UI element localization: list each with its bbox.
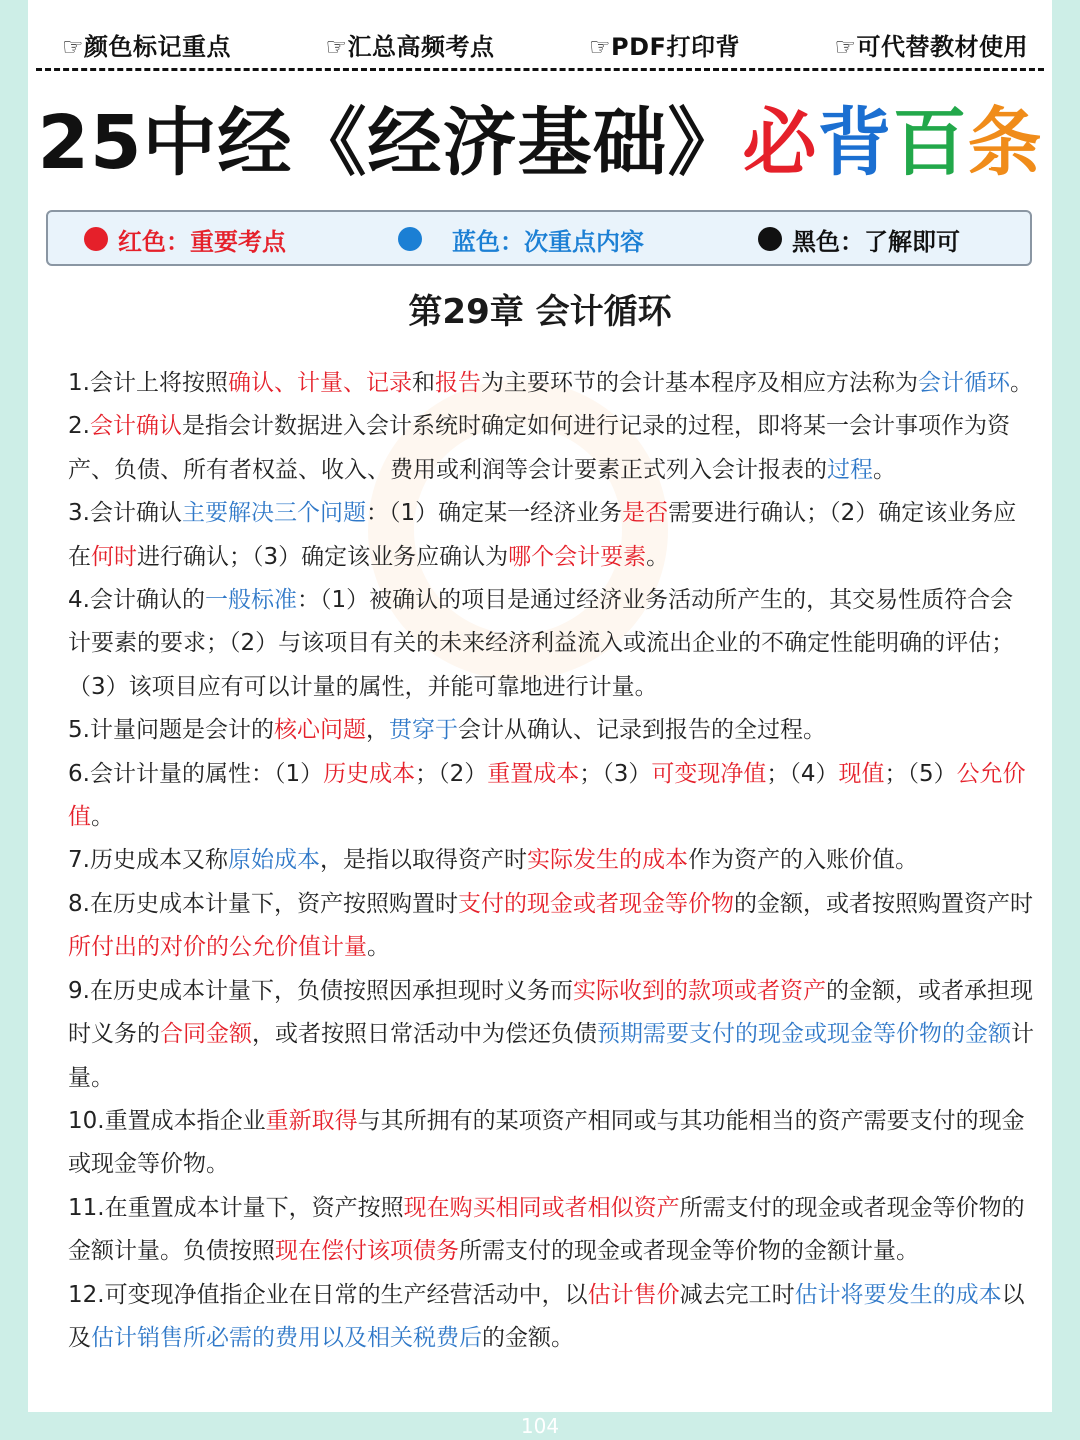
color-legend xyxy=(46,210,1032,266)
list-item xyxy=(68,753,1034,840)
item-text: 8.在历史成本计量下，资产按照购置时 xyxy=(68,890,458,917)
key-point-text: 会计确认 xyxy=(89,413,182,440)
item-text: 3.会计确认 xyxy=(68,500,182,527)
key-point-text: 可变现净值 xyxy=(651,760,767,787)
key-point-text: 确认、计量、记录 xyxy=(227,370,412,396)
key-point-text: 估计售价 xyxy=(587,1281,680,1308)
legend-item-red xyxy=(84,224,286,254)
key-point-text: 是否 xyxy=(622,500,669,527)
list-item xyxy=(68,405,1034,492)
list-item xyxy=(68,883,1034,970)
legend-red-label: 红色：重要考点 xyxy=(118,227,286,256)
key-point-text: 何时 xyxy=(91,543,137,570)
list-item xyxy=(68,1187,1034,1274)
item-text: 。 xyxy=(367,934,390,961)
feature-tags-bar xyxy=(28,22,1052,66)
item-text: 会计从确认、记录到报告的全过程。 xyxy=(457,717,826,744)
feature-tag-high-frequency: ☞汇总高频考点 xyxy=(325,32,495,61)
key-point-text: 现在购买相同或者相似资产 xyxy=(403,1194,680,1221)
list-item xyxy=(68,579,1034,709)
key-point-text: 核心问题 xyxy=(273,717,366,744)
list-item xyxy=(68,492,1034,579)
legend-item-blue xyxy=(398,224,644,254)
item-text: 5.计量问题是会计的 xyxy=(68,717,274,744)
key-point-text: 历史成本 xyxy=(323,760,416,787)
key-point-text: 现在偿付该项债务 xyxy=(275,1238,459,1265)
list-item xyxy=(68,970,1034,1100)
item-text: 。 xyxy=(1009,370,1033,396)
page-title xyxy=(28,88,1052,198)
key-point-text: 重置成本 xyxy=(487,760,580,787)
item-text: 。 xyxy=(91,804,114,831)
item-text: 。 xyxy=(646,543,670,570)
secondary-point-text: 估计销售所必需的费用以及相关税费后 xyxy=(91,1324,482,1351)
item-text: 6.会计计量的属性：（1） xyxy=(68,760,324,787)
item-text: ：（1）确定某一经济业务 xyxy=(365,500,623,527)
item-text: ；（3） xyxy=(579,760,652,787)
list-item xyxy=(68,1100,1034,1187)
page xyxy=(28,0,1052,1412)
item-text: 2. xyxy=(68,413,90,440)
item-text: 进行确认；（3）确定该业务应确认为 xyxy=(137,543,509,570)
item-text: 9.在历史成本计量下，负债按照因承担现时义务而 xyxy=(68,977,573,1004)
item-text: 12.可变现净值指企业在日常的生产经营活动中，以 xyxy=(68,1281,588,1308)
key-point-text: 实际发生的成本 xyxy=(526,847,688,874)
list-item xyxy=(68,839,1034,882)
page-number: 104 xyxy=(520,1414,560,1438)
item-text: 和 xyxy=(411,370,435,396)
item-text: 1.会计上将按照 xyxy=(68,370,228,396)
item-text: 。 xyxy=(873,456,896,483)
blue-dot-icon xyxy=(398,227,422,251)
title-char-2: 背 xyxy=(817,100,893,186)
item-text: 需要进行确认；（2）确定该业务应在 xyxy=(68,500,1017,570)
title-char-1: 必 xyxy=(742,100,818,186)
black-dot-icon xyxy=(758,227,782,251)
item-text: 10.重置成本指企业 xyxy=(68,1107,266,1134)
chapter-heading: 第29章 会计循环 xyxy=(408,292,672,332)
item-text: 的金额，或者按照购置资产时 xyxy=(733,890,1033,917)
secondary-point-text: 主要解决三个问题 xyxy=(181,500,366,527)
item-text: 所需支付的现金或者现金等价物的金额计量。负债按照 xyxy=(68,1194,1025,1265)
legend-blue-label: 蓝色：次重点内容 xyxy=(452,227,644,256)
title-char-3: 百 xyxy=(892,100,968,186)
item-text: ；（5） xyxy=(884,760,957,787)
key-point-text: 实际收到的款项或者资产 xyxy=(572,977,826,1004)
item-text: ；（2） xyxy=(415,760,488,787)
item-text: ， xyxy=(365,717,389,744)
secondary-point-text: 原始成本 xyxy=(227,847,320,874)
item-text: 7.历史成本又称 xyxy=(68,847,228,874)
key-point-text: 报告 xyxy=(434,370,481,396)
item-text: 减去完工时 xyxy=(679,1281,795,1308)
secondary-point-text: 过程 xyxy=(827,456,873,483)
key-point-text: 公允价值 xyxy=(68,760,1026,831)
title-main: 25中经《经济基础》 xyxy=(37,100,743,186)
legend-item-black xyxy=(758,224,960,254)
item-text: 与其所拥有的某项资产相同或与其功能相当的资产需要支付的现金或现金等价物。 xyxy=(68,1107,1025,1178)
item-text: ，或者按照日常活动中为偿还负债 xyxy=(252,1021,597,1048)
feature-tag-color-mark: ☞颜色标记重点 xyxy=(62,32,232,61)
secondary-point-text: 预期需要支付的现金或现金等价物的金额 xyxy=(597,1021,1011,1048)
feature-tag-pdf-print: ☞PDF打印背 xyxy=(589,32,740,61)
item-text: 4.会计确认的 xyxy=(68,587,205,614)
item-text: 计量。 xyxy=(68,1021,1034,1091)
key-point-text: 现值 xyxy=(838,760,885,787)
red-dot-icon xyxy=(84,227,108,251)
content-list xyxy=(68,362,1034,1360)
item-text: 的金额，或者承担现时义务的 xyxy=(68,977,1033,1048)
list-item xyxy=(68,709,1034,752)
item-text: 11.在重置成本计量下，资产按照 xyxy=(68,1194,404,1221)
item-text: 以及 xyxy=(68,1281,1025,1351)
item-text: ：（1）被确认的项目是通过经济业务活动所产生的，其交易性质符合会计要素的要求；（2）与该项目有关的未来经济利益流入或流出企业的不确定性能明确的评估；（3）该项目应有可以计量的属性，并能可靠地进行计量。 xyxy=(68,587,1015,700)
item-text: ，是指以取得资产时 xyxy=(319,847,527,874)
list-item xyxy=(68,1274,1034,1361)
feature-tag-textbook-replace: ☞可代替教材使用 xyxy=(834,32,1028,61)
key-point-text: 哪个会计要素 xyxy=(508,543,647,570)
dashed-divider xyxy=(36,68,1044,71)
list-item xyxy=(68,362,1034,405)
key-point-text: 重新取得 xyxy=(265,1107,358,1134)
item-text: 是指会计数据进入会计系统时确定如何进行记录的过程，即将某一会计事项作为资产、负债、所有者权益、收入、费用或利润等会计要素正式列入会计报表的 xyxy=(68,413,1010,483)
secondary-point-text: 一般标准 xyxy=(204,587,297,614)
key-point-text: 合同金额 xyxy=(160,1021,252,1048)
item-text: 所需支付的现金或者现金等价物的金额计量。 xyxy=(459,1238,919,1265)
secondary-point-text: 会计循环 xyxy=(917,370,1010,396)
title-char-4: 条 xyxy=(967,100,1043,186)
key-point-text: 所付出的对价的公允价值计量 xyxy=(68,934,367,961)
legend-black-label: 黑色：了解即可 xyxy=(792,227,960,256)
item-text: 作为资产的入账价值。 xyxy=(687,847,918,874)
secondary-point-text: 贯穿于 xyxy=(388,717,458,744)
item-text: 的金额。 xyxy=(482,1324,574,1351)
item-text: 为主要环节的会计基本程序及相应方法称为 xyxy=(480,370,918,396)
key-point-text: 支付的现金或者现金等价物 xyxy=(457,890,734,917)
secondary-point-text: 估计将要发生的成本 xyxy=(794,1281,1002,1308)
item-text: ；（4） xyxy=(766,760,839,787)
